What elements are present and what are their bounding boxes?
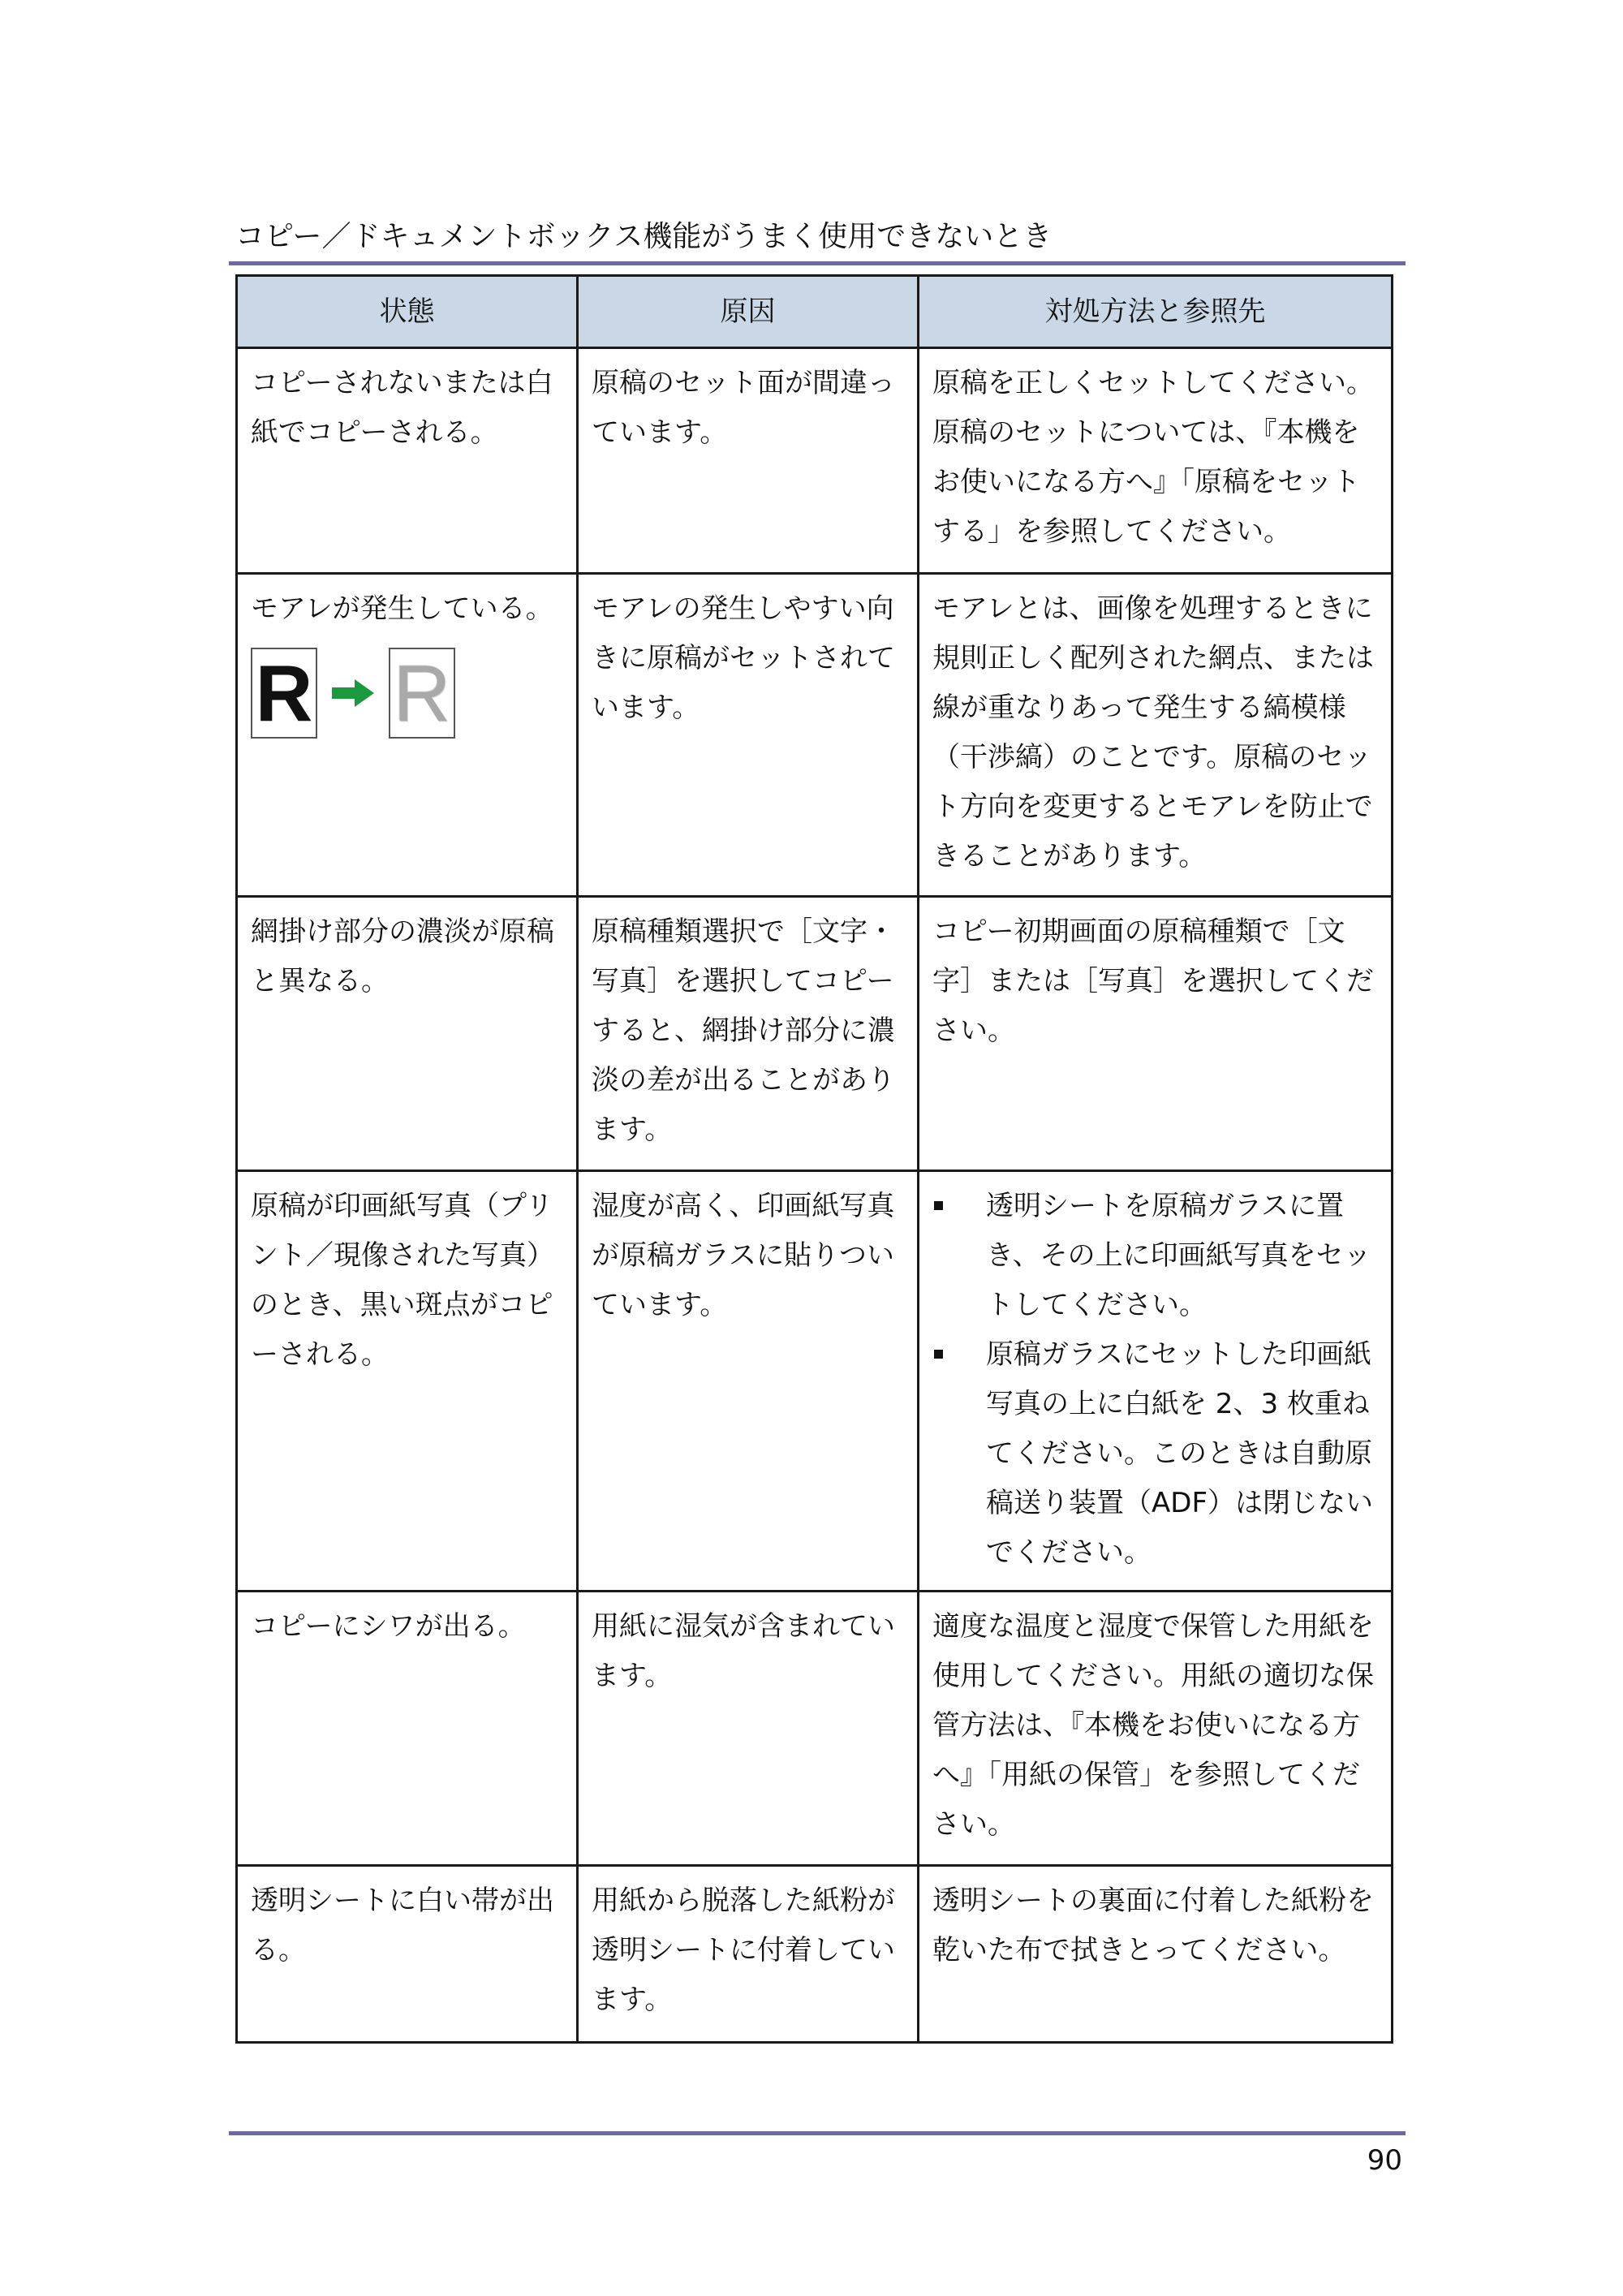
page-title: コピー／ドキュメントボックス機能がうまく使用できないとき bbox=[235, 220, 1053, 253]
list-item bbox=[932, 1330, 1380, 1578]
table-header-row bbox=[237, 276, 1393, 348]
original-letter-image: R bbox=[251, 648, 317, 739]
table-row bbox=[237, 897, 1393, 1171]
footer-divider bbox=[229, 2131, 1406, 2135]
list-item-text: 透明シートを原稿ガラスに置き、その上に印画紙写真をセットしてください。 bbox=[986, 1190, 1371, 1321]
title-divider bbox=[229, 261, 1406, 265]
status-cell: コピーされないまたは白紙でコピーされる。 bbox=[237, 348, 578, 574]
solution-bullet-list bbox=[932, 1182, 1380, 1578]
header-solution: 対処方法と参照先 bbox=[919, 276, 1393, 348]
solution-cell: 適度な温度と湿度で保管した用紙を使用してください。用紙の適切な保管方法は、『本機をお使いになる方へ』「用紙の保管」を参照してください。 bbox=[919, 1592, 1393, 1866]
header-status: 状態 bbox=[237, 276, 578, 348]
table-row bbox=[237, 1171, 1393, 1592]
status-cell: 原稿が印画紙写真（プリント／現像された写真）のとき、黒い斑点がコピーされる。 bbox=[237, 1171, 578, 1592]
status-cell bbox=[237, 574, 578, 897]
status-cell: コピーにシワが出る。 bbox=[237, 1592, 578, 1866]
table-row bbox=[237, 574, 1393, 897]
cause-cell: 用紙に湿気が含まれています。 bbox=[578, 1592, 919, 1866]
table-row bbox=[237, 1592, 1393, 1866]
moire-letter-image: R bbox=[389, 648, 455, 739]
header-cause: 原因 bbox=[578, 276, 919, 348]
cause-cell: 用紙から脱落した紙粉が透明シートに付着しています。 bbox=[578, 1866, 919, 2043]
status-cell: 網掛け部分の濃淡が原稿と異なる。 bbox=[237, 897, 578, 1171]
page-number: 90 bbox=[1367, 2144, 1402, 2177]
cause-cell: モアレの発生しやすい向きに原稿がセットされています。 bbox=[578, 574, 919, 897]
table-row bbox=[237, 1866, 1393, 2043]
square-bullet-icon bbox=[934, 1201, 943, 1210]
cause-cell: 湿度が高く、印画紙写真が原稿ガラスに貼りついています。 bbox=[578, 1171, 919, 1592]
troubleshooting-table bbox=[235, 274, 1393, 2044]
square-bullet-icon bbox=[934, 1350, 943, 1359]
list-item bbox=[932, 1182, 1380, 1330]
green-arrow-right-icon bbox=[329, 677, 377, 709]
cause-cell: 原稿のセット面が間違っています。 bbox=[578, 348, 919, 574]
cause-cell: 原稿種類選択で［文字・写真］を選択してコピーすると、網掛け部分に濃淡の差が出ることがあります。 bbox=[578, 897, 919, 1171]
list-item-text: 原稿ガラスにセットした印画紙写真の上に白紙を 2、3 枚重ねてください。このときは自動原稿送り装置（ADF）は閉じないでください。 bbox=[986, 1338, 1373, 1569]
table-row bbox=[237, 348, 1393, 574]
solution-cell: 透明シートの裏面に付着した紙粉を乾いた布で拭きとってください。 bbox=[919, 1866, 1393, 2043]
solution-cell: コピー初期画面の原稿種類で［文字］または［写真］を選択してください。 bbox=[919, 897, 1393, 1171]
solution-cell: モアレとは、画像を処理するときに規則正しく配列された網点、または線が重なりあって発生する縞模様（干渉縞）のことです。原稿のセット方向を変更するとモアレを防止できることがあります。 bbox=[919, 574, 1393, 897]
solution-cell: 原稿を正しくセットしてください。原稿のセットについては、『本機をお使いになる方へ』「原稿をセットする」を参照してください。 bbox=[919, 348, 1393, 574]
solution-cell bbox=[919, 1171, 1393, 1592]
moire-illustration bbox=[251, 640, 565, 746]
status-text: モアレが発生している。 bbox=[251, 592, 553, 625]
status-cell: 透明シートに白い帯が出る。 bbox=[237, 1866, 578, 2043]
